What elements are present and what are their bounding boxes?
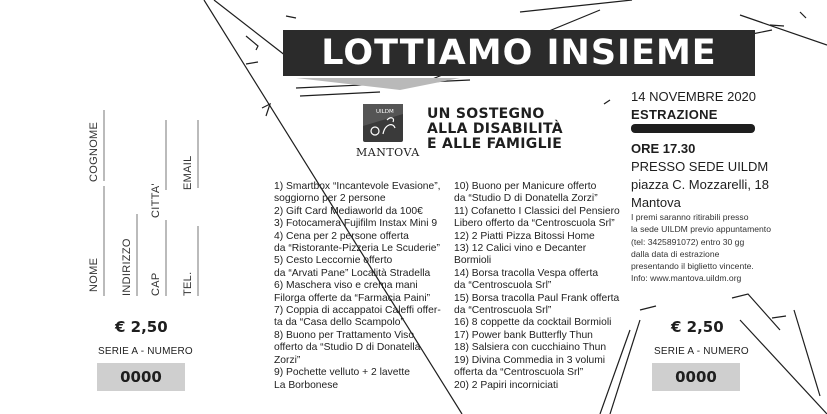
prize-line: ta da “Casa dello Scampolo” (274, 317, 404, 329)
draw-label: ESTRAZIONE (631, 107, 718, 122)
email-label: EMAIL (182, 155, 194, 190)
prize-line: 15) Borsa tracolla Paul Frank offerta (454, 292, 620, 304)
prize-line: La Borbonese (274, 379, 339, 391)
prize-line: da “Arvati Pane” Località Stradella (274, 267, 431, 279)
ticket-number: 0000 (652, 363, 740, 391)
prize-line: 6) Maschera viso e crema mani (274, 280, 418, 292)
note-line: Info: www.mantova.uildm.org (631, 273, 742, 284)
slogan (427, 107, 563, 152)
crossed-out-date (631, 124, 755, 133)
prize-line: 20) 2 Papiri incorniciati (454, 379, 559, 391)
nome-label: NOME (88, 257, 100, 292)
prize-line: offerto da “Studio D di Donatella (274, 342, 421, 354)
note-line: presentando il biglietto vincente. (631, 261, 754, 272)
place-line: PRESSO SEDE UILDM (631, 159, 769, 174)
draw-time: ORE 17.30 (631, 141, 696, 156)
note-line: dalla data di estrazione (631, 248, 720, 259)
prize-line: 11) Cofanetto I Classici del Pensiero (454, 205, 620, 217)
prize-line: offerta da “Centroscuola Srl” (454, 367, 584, 379)
prize-line: 7) Coppia di accappatoi Caleffi offer- (274, 305, 441, 317)
prize-line: Filorga offerte da “Farmacia Paini” (274, 292, 431, 304)
prize-line: da “Centroscuola Srl” (454, 280, 552, 292)
prize-list-col2 (454, 181, 620, 392)
cognome-label: COGNOME (88, 121, 100, 182)
prize-line: Bormioli (454, 255, 492, 267)
prize-line: da “Centroscuola Srl” (454, 305, 552, 317)
slogan-line: ALLA DISABILITÀ (427, 121, 563, 137)
prize-line: Zorzi” (274, 354, 301, 366)
prize-line: 5) Cesto Leccornie offerto (274, 255, 393, 267)
prize-line: 9) Pochette velluto + 2 lavette (274, 367, 410, 379)
prize-line: 19) Divina Commedia in 3 volumi (454, 354, 606, 366)
stub-serie-label: SERIE A - NUMERO (98, 346, 193, 357)
logo-city: MANTOVA (356, 146, 420, 159)
tel-label: TEL. (182, 271, 194, 296)
slogan-line: UN SOSTEGNO (427, 106, 545, 122)
prize-line: 4) Cena per 2 persone offerta (274, 230, 409, 242)
citta-label: CITTA' (150, 183, 162, 218)
stub-price: € 2,50 (115, 318, 168, 336)
indirizzo-label: INDIRIZZO (121, 238, 133, 296)
prize-line: 17) Power bank Butterfly Thun (454, 329, 593, 341)
prize-line: 10) Buono per Manicure offerto (454, 181, 597, 192)
uildm-logo (363, 104, 403, 142)
stub-number: 0000 (97, 363, 185, 391)
prize-line: 1) Smartbox “Incantevole Evasione”, (274, 181, 441, 192)
prize-line: 14) Borsa tracolla Vespa offerta (454, 267, 599, 279)
prize-list-col1 (274, 181, 441, 392)
prize-collection-note (631, 211, 771, 285)
note-line: I premi saranno ritirabili presso (631, 212, 749, 222)
prize-line: 16) 8 coppette da cocktail Bormioli (454, 317, 612, 329)
logo-symbol-icon (363, 104, 403, 142)
prize-line: 3) Fotocamera Fujifilm Instax Mini 9 (274, 218, 438, 230)
prize-line: 12) 2 Piatti Pizza Bitossi Home (454, 230, 595, 242)
draw-place (631, 158, 769, 212)
title-banner: LOTTIAMO INSIEME (283, 30, 755, 76)
ticket-serie-label: SERIE A - NUMERO (654, 346, 749, 357)
place-line: piazza C. Mozzarelli, 18 (631, 177, 769, 192)
draw-date: 14 NOVEMBRE 2020 (631, 89, 757, 104)
prize-line: 8) Buono per Trattamento Viso (274, 329, 415, 341)
ticket-price: € 2,50 (671, 318, 724, 336)
note-line: (tel: 3425891072) entro 30 gg (631, 236, 745, 247)
prize-line: Libero offerto da “Centroscuola Srl” (454, 218, 615, 230)
prize-line: 2) Gift Card Mediaworld da 100€ (274, 205, 423, 217)
prize-line: 13) 12 Calici vino e Decanter (454, 243, 587, 255)
prize-line: da “Ristorante-Pizzeria Le Scuderie” (274, 243, 440, 255)
slogan-line: E ALLE FAMIGLIE (427, 136, 563, 152)
logo-badge: UILDM (376, 109, 394, 115)
place-line: Mantova (631, 195, 681, 210)
cap-label: CAP (150, 272, 162, 296)
prize-line: soggiorno per 2 persone (274, 193, 386, 205)
prize-line: da “Studio D di Donatella Zorzi” (454, 193, 598, 205)
prize-line: 18) Salsiera con cucchiaino Thun (454, 342, 607, 354)
note-line: la sede UILDM previo appuntamento (631, 224, 771, 235)
